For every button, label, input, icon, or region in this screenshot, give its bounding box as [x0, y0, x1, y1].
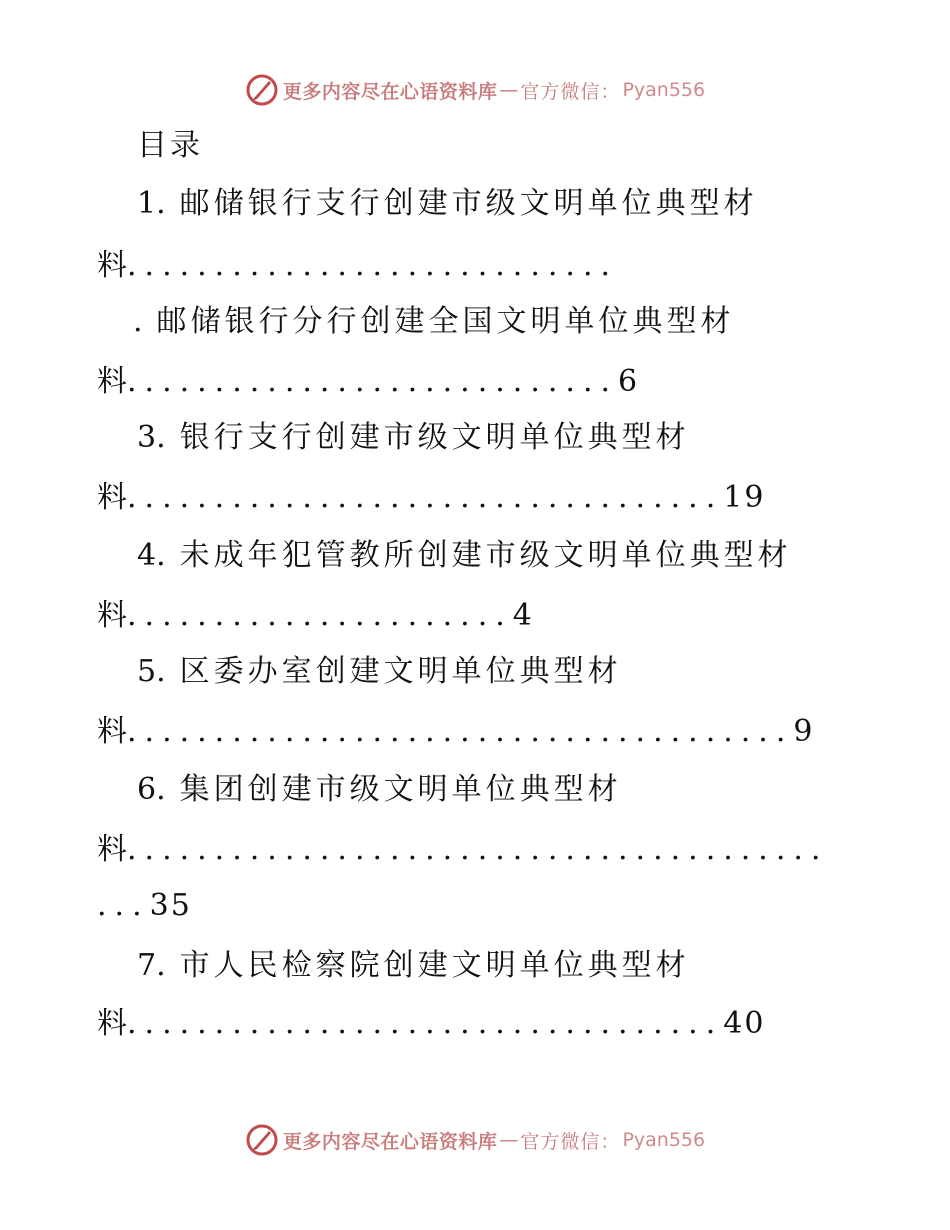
toc-entry-2-leader: [97, 356, 639, 408]
toc-entry-lead: 料: [97, 364, 127, 399]
toc-entry-6-title[interactable]: [137, 764, 622, 816]
toc-entry-number: 5.: [137, 654, 166, 689]
toc-entry-text: 邮储银行分行创建全国文明单位典型材: [156, 304, 735, 339]
toc-entry-page: 6: [618, 364, 640, 399]
toc-entry-text: 集团创建市级文明单位典型材: [179, 772, 622, 807]
toc-entry-page: 35: [149, 888, 192, 923]
toc-entry-dots: ......................: [127, 598, 513, 633]
toc-entry-page: 9: [793, 714, 815, 749]
toc-entry-text: 邮储银行支行创建市级文明单位典型材: [179, 186, 758, 221]
toc-entry-6-leader-continued: [97, 880, 192, 932]
toc-title: 目录: [137, 128, 203, 163]
toc-entry-text: 区委办室创建文明单位典型材: [179, 654, 622, 689]
toc-entry-6-leader: [97, 824, 828, 876]
toc-entry-dots: ...: [97, 888, 150, 923]
toc-entry-4-title[interactable]: [137, 530, 792, 582]
toc-entry-3-leader: [97, 472, 765, 524]
toc-entry-number: 1.: [137, 186, 166, 221]
toc-entry-lead: 料: [97, 1006, 127, 1041]
toc-entry-text: 未成年犯管教所创建市级文明单位典型材: [179, 538, 792, 573]
toc-entry-page: 40: [723, 1006, 766, 1041]
banner-slogan: 更多内容尽在心语资料库: [282, 80, 498, 103]
header-banner: [0, 70, 950, 110]
toc-entry-text: 银行支行创建市级文明单位典型材: [179, 420, 690, 455]
toc-entry-page: 19: [723, 480, 766, 515]
toc-entry-lead: 料: [97, 714, 127, 749]
toc-entry-number: 6.: [137, 772, 166, 807]
banner-slogan: 更多内容尽在心语资料库: [282, 1130, 498, 1153]
toc-entry-3-title[interactable]: [137, 412, 690, 464]
toc-entry-5-leader: [97, 706, 814, 758]
footer-banner: [0, 1120, 950, 1160]
toc-entry-dots: ..................................: [127, 480, 724, 515]
toc-entry-number: 3.: [137, 420, 166, 455]
quill-logo-icon: [245, 73, 279, 107]
toc-entry-1-leader: [97, 240, 618, 292]
toc-entry-dots: ............................: [127, 248, 619, 283]
banner-dash: —: [499, 79, 519, 101]
quill-logo-icon: [245, 1123, 279, 1157]
toc-entry-dots: ......................................: [127, 714, 794, 749]
toc-entry-5-title[interactable]: [137, 646, 622, 698]
toc-entry-page: 4: [512, 598, 534, 633]
banner-wechat-id: Pyan556: [622, 79, 706, 101]
banner-wechat-label: 官方微信：: [520, 1130, 621, 1153]
toc-entry-lead: 料: [97, 832, 127, 867]
toc-entry-number: 7.: [137, 948, 166, 983]
toc-entry-lead: 料: [97, 598, 127, 633]
toc-entry-4-leader: [97, 590, 534, 642]
toc-entry-lead: 料: [97, 248, 127, 283]
toc-entry-number: 4.: [137, 538, 166, 573]
toc-entry-dots: ..................................: [127, 1006, 724, 1041]
toc-entry-7-leader: [97, 998, 765, 1050]
toc-entry-dots: ........................................: [127, 832, 829, 867]
toc-entry-dots: ............................: [127, 364, 619, 399]
toc-entry-lead: 料: [97, 480, 127, 515]
banner-wechat-label: 官方微信：: [520, 80, 621, 103]
toc-entry-1-title[interactable]: [137, 178, 758, 230]
toc-entry-7-title[interactable]: [137, 940, 690, 992]
toc-entry-number: .: [133, 304, 143, 339]
toc-entry-text: 市人民检察院创建文明单位典型材: [179, 948, 690, 983]
banner-wechat-id: Pyan556: [622, 1129, 706, 1151]
toc-entry-2-title[interactable]: [133, 296, 735, 348]
banner-dash: —: [499, 1129, 519, 1151]
